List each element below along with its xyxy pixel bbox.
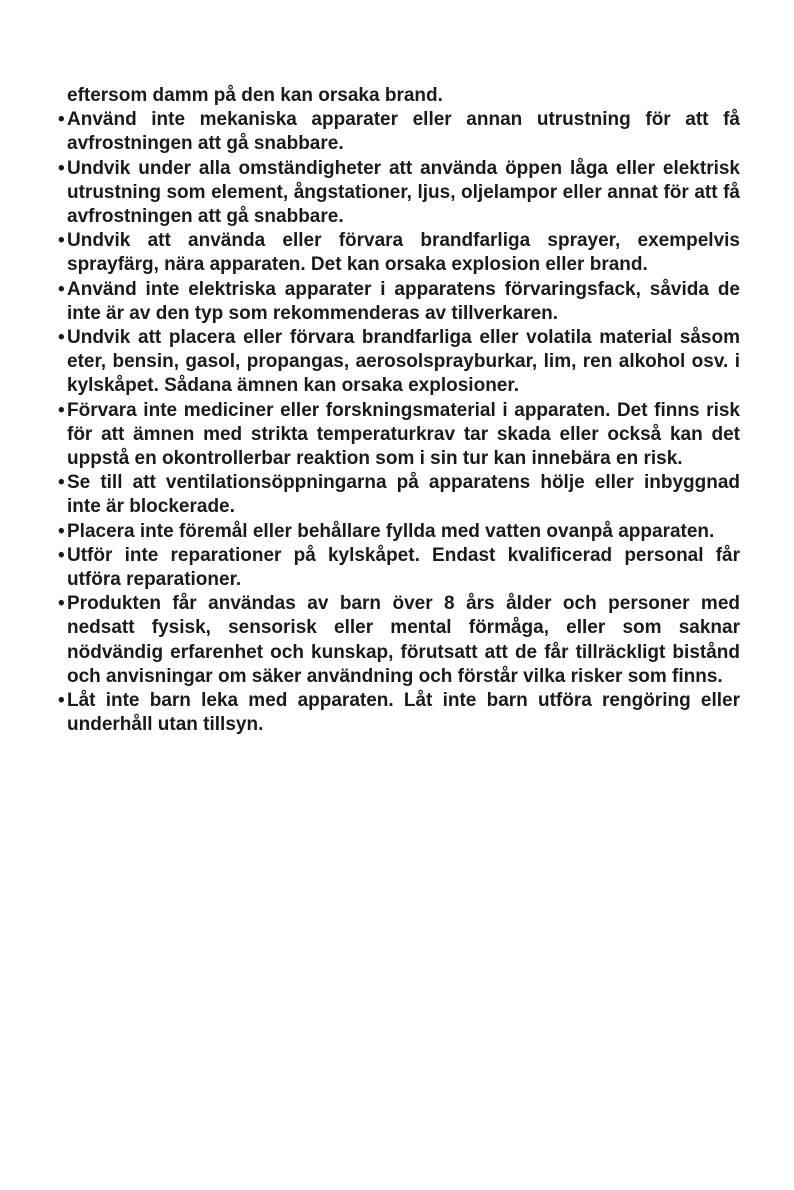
warning-text: Förvara inte mediciner eller forskningsmaterial i apparaten. Det finns risk för att ämnen med strikta temperaturkrav tar skada eller också kan det uppstå en okontrollerbar reaktion som i sin tur kan innebära en risk. <box>67 399 740 470</box>
warning-item <box>58 326 740 399</box>
bullet-icon: • <box>58 544 65 566</box>
warning-text: Undvik att använda eller förvara brandfarliga sprayer, exempelvis sprayfärg, nära apparaten. Det kan orsaka explosion eller brand. <box>67 230 740 276</box>
warning-text: Placera inte föremål eller behållare fyllda med vatten ovanpå apparaten. <box>67 520 715 542</box>
bullet-icon: • <box>58 520 65 542</box>
bullet-icon: • <box>58 109 65 131</box>
warning-text: Undvik att placera eller förvara brandfarliga eller volatila material såsom eter, bensin, gasol, propangas, aerosolsprayburkar, lim, ren alkohol osv. i kylskåpet. Sådana ämnen kan orsaka explosioner. <box>67 327 740 397</box>
bullet-icon: • <box>58 157 65 179</box>
warning-item <box>58 592 740 689</box>
warning-item <box>58 399 740 472</box>
continued-text-line: eftersom damm på den kan orsaka brand. <box>67 85 443 106</box>
bullet-icon: • <box>58 593 65 615</box>
safety-warning-list <box>58 108 740 737</box>
warning-item <box>58 108 740 156</box>
warning-text: Undvik under alla omständigheter att använda öppen låga eller elektrisk utrustning som element, ångstationer, ljus, oljelampor eller annat för att få avfrostningen att gå snabbare. <box>67 157 740 228</box>
warning-item <box>58 278 740 326</box>
warning-text: Använd inte mekaniska apparater eller annan utrustning för att få avfrostningen att gå snabbare. <box>67 109 740 155</box>
bullet-icon: • <box>58 230 65 252</box>
bullet-icon: • <box>58 690 65 712</box>
warning-item <box>58 157 740 230</box>
warning-item <box>58 544 740 592</box>
warning-text: Produkten får användas av barn över 8 års ålder och personer med nedsatt fysisk, sensorisk eller mental förmåga, eller som saknar nödvändig erfarenhet och kunskap, förutsatt att de får tillräckligt bistånd och anvisningar om säker användning och förstår vilka risker som finns. <box>67 593 740 687</box>
bullet-icon: • <box>58 278 65 300</box>
warning-item <box>58 520 740 544</box>
warning-text: Använd inte elektriska apparater i apparatens förvaringsfack, såvida de inte är av den typ som rekommenderas av tillverkaren. <box>67 278 740 324</box>
bullet-icon: • <box>58 327 65 349</box>
warning-item <box>58 689 740 737</box>
bullet-icon: • <box>58 399 65 421</box>
warning-text: Se till att ventilationsöppningarna på apparatens hölje eller inbyggnad inte är blockerade. <box>67 472 740 518</box>
warning-item <box>58 229 740 277</box>
warning-text: Utför inte reparationer på kylskåpet. Endast kvalificerad personal får utföra reparationer. <box>67 544 740 591</box>
warning-item <box>58 471 740 519</box>
bullet-icon: • <box>58 472 65 494</box>
safety-instructions <box>58 84 740 737</box>
warning-text: Låt inte barn leka med apparaten. Låt inte barn utföra rengöring eller underhåll utan tillsyn. <box>67 690 740 736</box>
